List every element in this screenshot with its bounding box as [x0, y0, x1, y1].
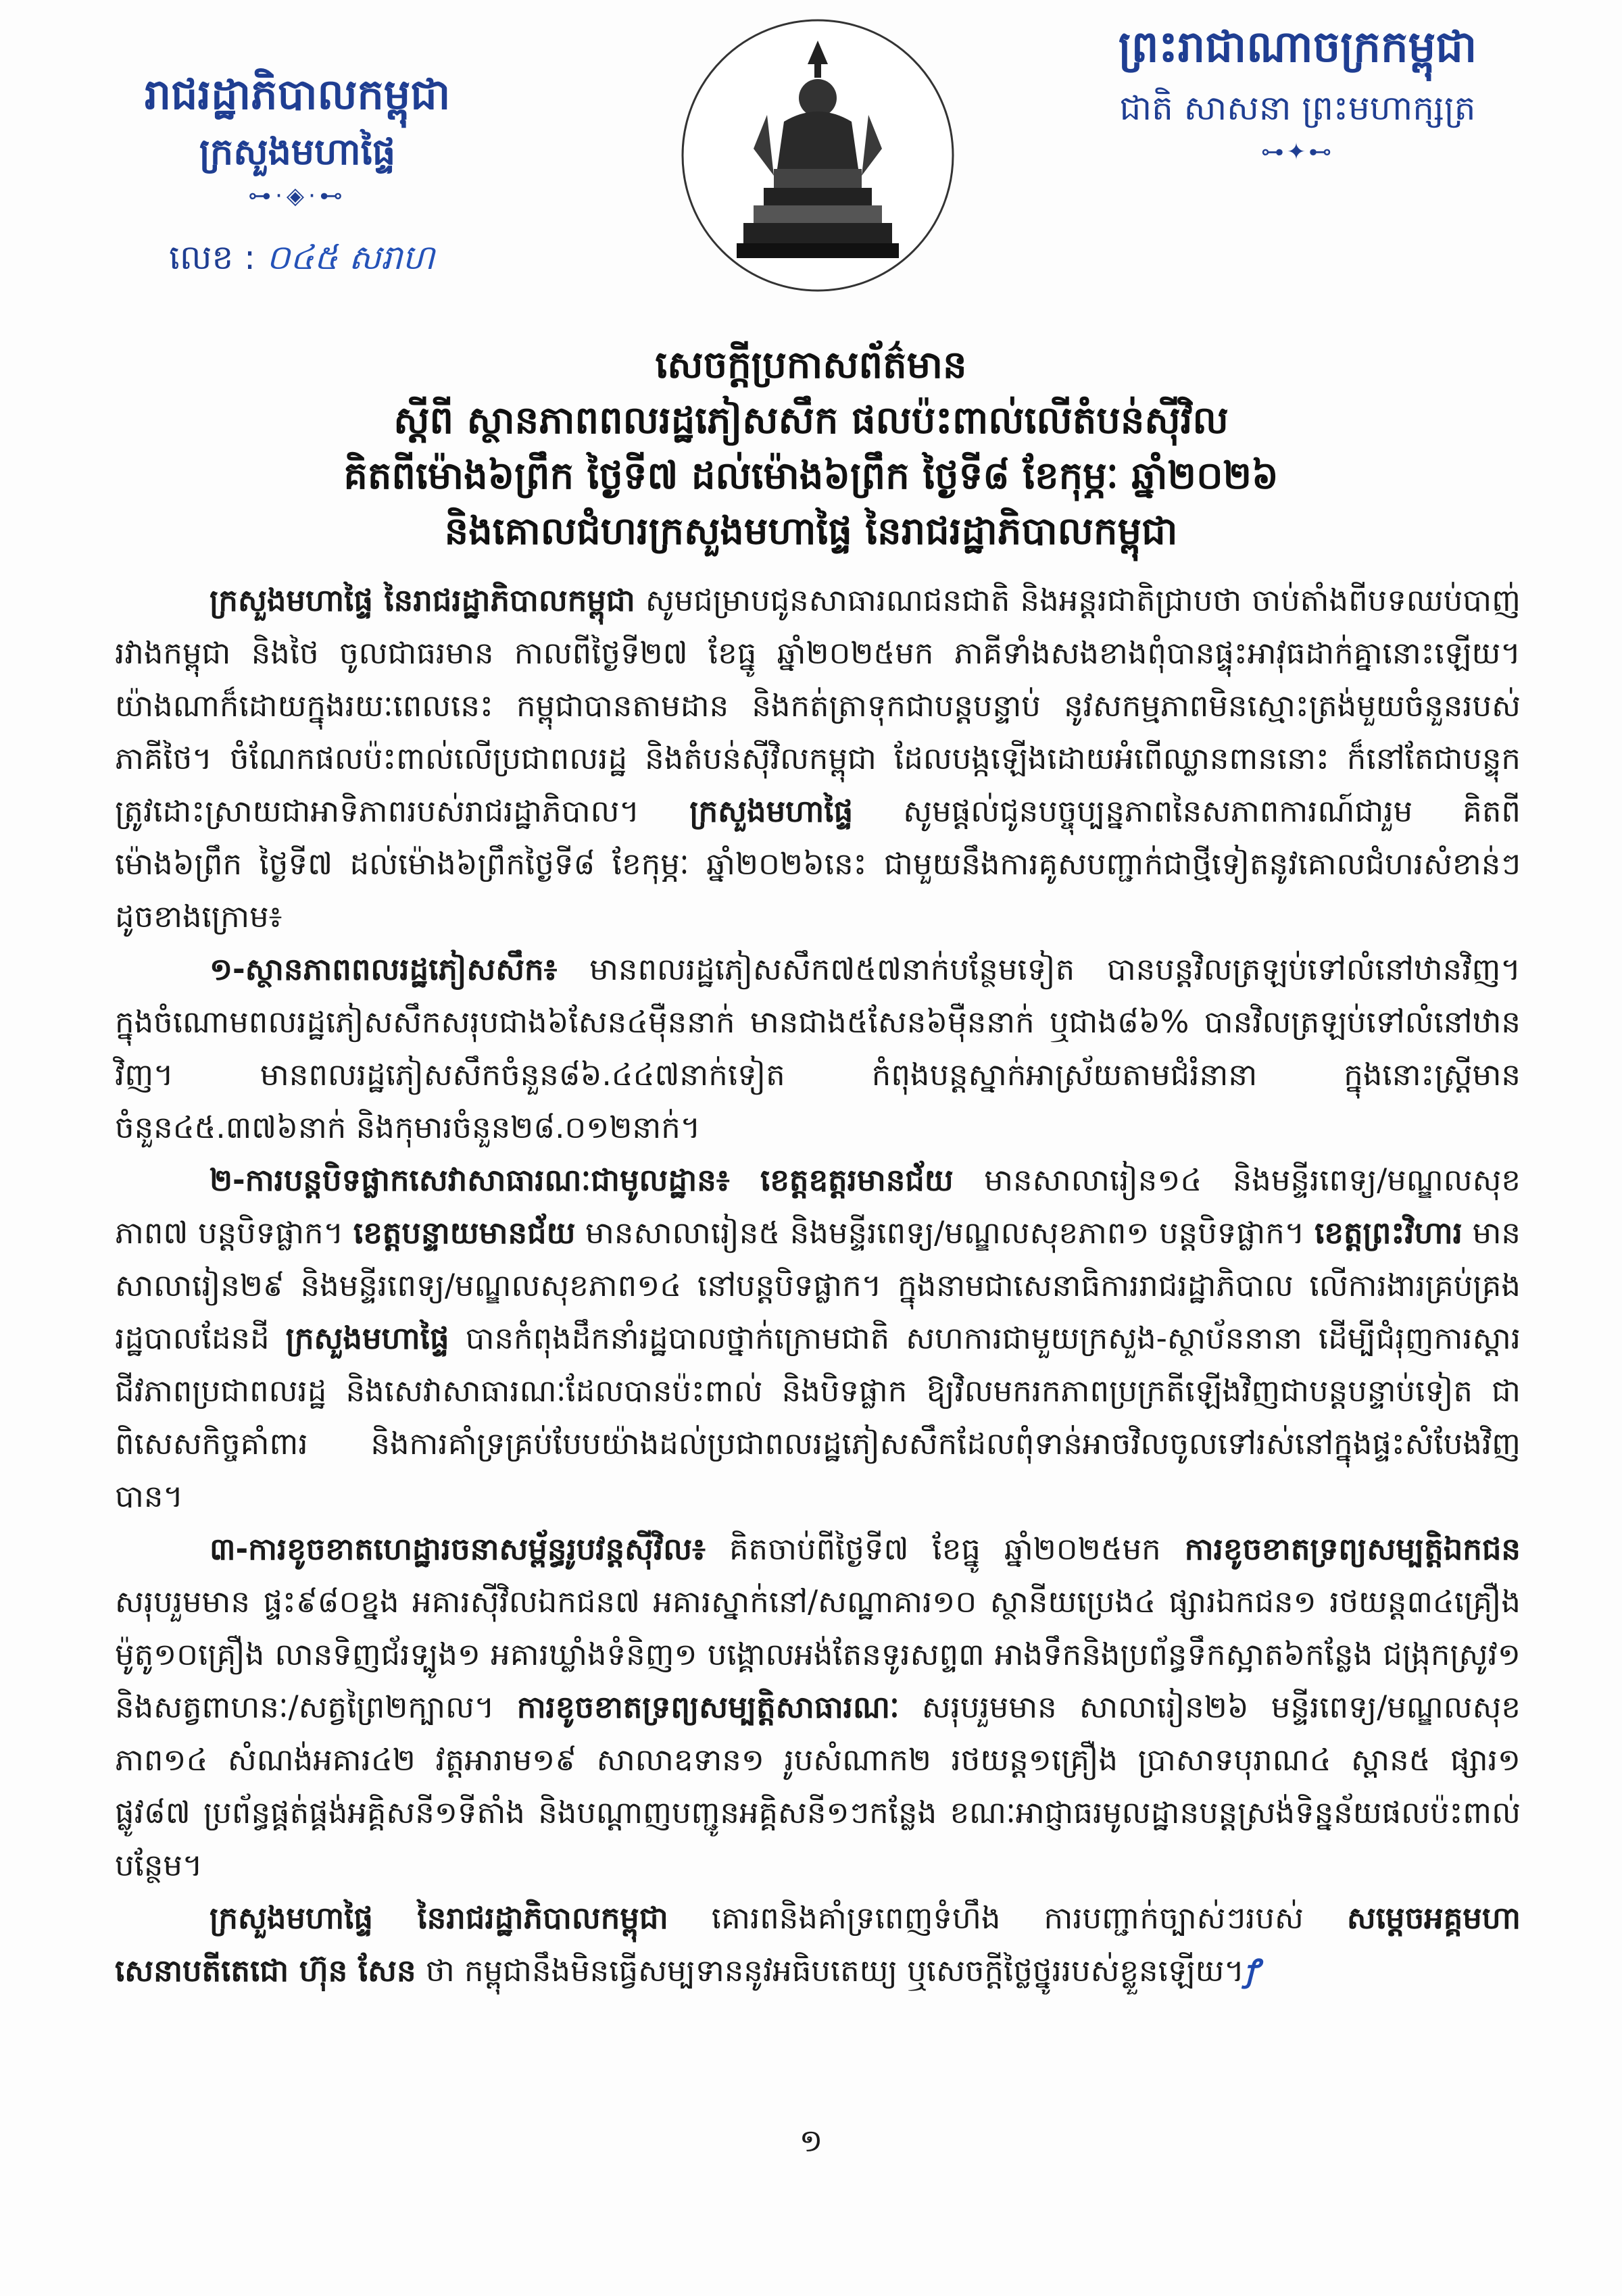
reference-label: លេខ :	[169, 238, 255, 277]
text-run: មានសាលារៀន៥ និងមន្ទីរពេទ្យ/មណ្ឌលសុខភាព១ បន្តបិទផ្លាក។	[575, 1215, 1315, 1251]
text-run: សរុបរួមមាន សាលារៀន២៦ មន្ទីរពេទ្យ/មណ្ឌលសុខភាព១៤ សំណង់អគារ៤២ វត្តអារាម១៩ សាលាឧទាន១ រូបសំណាក២ រថយន្ត១គ្រឿង ប្រាសាទបុរាណ៤ ស្ពាន៥ ផ្សារ១ ផ្លូវ៨៧ ប្រព័ន្ធផ្គត់ផ្គង់អគ្គិសនី១ទីតាំង និងបណ្ដាញបញ្ជូនអគ្គិសនី១ៗកន្លែង ខណៈអាជ្ញាធរមូលដ្ឋានបន្តស្រង់ទិន្នន័យផលប៉ះពាល់បន្ថែម។	[115, 1689, 1521, 1883]
ornament-divider-right: ⊶✦⊷	[1260, 139, 1335, 166]
reference-number	[169, 236, 435, 286]
title-line-4: និងគោលជំហរក្រសួងមហាផ្ទៃ នៃរាជរដ្ឋាភិបាលកម្ពុជា	[444, 509, 1178, 553]
section-heading: ១-ស្ថានភាពពលរដ្ឋភៀសសឹក៖	[210, 951, 558, 987]
text-run: មានសាលារៀន១៤ និងមន្ទីរពេទ្យ/មណ្ឌលសុខភាព៧ បន្តបិទផ្លាក។	[115, 1162, 1521, 1251]
text-run: មានសាលារៀន២៩ និងមន្ទីរពេទ្យ/មណ្ឌលសុខភាព១៤ នៅបន្តបិទផ្លាក។ ក្នុងនាមជាសេនាធិការរាជរដ្ឋាភិបាល លើការងារគ្រប់គ្រងរដ្ឋបាលដែនដី	[115, 1215, 1521, 1356]
title-line-1: សេចក្ដីប្រកាសព័ត៌មាន	[655, 343, 967, 387]
province-name: ខេត្តឧត្តរមានជ័យ	[760, 1162, 954, 1198]
text-run: សរុបរួមមាន ផ្ទះ៩៨០ខ្នង អគារស៊ីវិលឯកជន៧ អគារស្នាក់នៅ/សណ្ឋាគារ១០ ស្ថានីយប្រេង៤ ផ្សារឯកជន១ រថយន្ត៣៤គ្រឿង ម៉ូតូ១០គ្រឿង លានទិញជ័រទ្បូង១ អគារឃ្លាំងទំនិញ១ បង្គោលអង់តែនទូរសព្ទ៣ អាងទឹកនិងប្រព័ន្ធទឹកស្អាត៦កន្លែង ជង្រុកស្រូវ១ និងសត្វពាហនៈ/សត្វព្រៃ២ក្បាល។	[115, 1584, 1521, 1725]
province-name: ខេត្តបន្ទាយមានជ័យ	[353, 1215, 576, 1251]
text-run: គិតចាប់ពីថ្ងៃទី៧ ខែធ្នូ ឆ្នាំ២០២៥មក	[705, 1531, 1185, 1567]
ministry-header	[101, 64, 493, 213]
title-line-3: គិតពីម៉ោង៦ព្រឹក ថ្ងៃទី៧ ដល់ម៉ោង៦ព្រឹក ថ្ងៃទី៨ ខែកុម្ភៈ ឆ្នាំ២០២៦	[343, 454, 1279, 498]
initial-signature: ꝭ	[1244, 1953, 1259, 1989]
ornament-divider: ⊶·◈·⊷	[248, 182, 347, 209]
reference-value: ០៤៥ សរាហ	[266, 238, 435, 277]
text-run: មានពលរដ្ឋភៀសសឹក៧៥៧នាក់បន្ថែមទៀត បានបន្តវិលត្រឡប់ទៅលំនៅឋានវិញ។ ក្នុងចំណោមពលរដ្ឋភៀសសឹកសរុបជាង៦សែន៤ម៉ឺននាក់ មានជាង៥សែន៦ម៉ឺននាក់ ឬជាង៨៦% បានវិលត្រឡប់ទៅលំនៅឋានវិញ។ មានពលរដ្ឋភៀសសឹកចំនួន៨៦.៤៤៧នាក់ទៀត កំពុងបន្តស្នាក់អាស្រ័យតាមជំរំនានា ក្នុងនោះស្ត្រីមានចំនួន៤៥.៣៧៦នាក់ និងកុមារចំនួន២៨.០១២នាក់។	[115, 951, 1521, 1145]
public-damage-heading: ការខូចខាតទ្រព្យសម្បត្តិសាធារណៈ	[516, 1689, 900, 1725]
kingdom-header	[1081, 14, 1514, 169]
national-motto: ជាតិ សាសនា ព្រះមហាក្សត្រ	[1119, 89, 1476, 128]
leader-name: សម្ដេចអគ្គមហាសេនាបតីតេជោ ហ៊ុន សែន	[115, 1900, 1521, 1989]
kingdom-name: ព្រះរាជាណាចក្រកម្ពុជា	[1118, 22, 1477, 72]
paragraph-intro	[115, 574, 1521, 943]
document-title	[135, 338, 1487, 559]
document-body	[115, 574, 1521, 1997]
paragraph-refugees	[115, 943, 1521, 1154]
section-heading: ៣-ការខូចខាតហេដ្ឋារចនាសម្ព័ន្ធរូបវន្តស៊ីវិល៖	[210, 1531, 706, 1567]
page-number: ១	[799, 2122, 823, 2159]
government-name: រាជរដ្ឋាភិបាលកម្ពុជា	[144, 70, 451, 119]
section-heading: ២-ការបន្តបិទផ្លាកសេវាសាធារណៈជាមូលដ្ឋាន៖	[210, 1162, 730, 1198]
text-run: សូមជម្រាបជូនសាធារណជនជាតិ និងអន្តរជាតិជ្រាបថា ចាប់តាំងពីបទឈប់បាញ់រវាងកម្ពុជា និងថៃ ចូលជាធរមាន កាលពីថ្ងៃទី២៧ ខែធ្នូ ឆ្នាំ២០២៥មក ភាគីទាំងសងខាងពុំបានផ្ទុះអាវុធដាក់គ្នានោះឡើយ។ យ៉ាងណាក៏ដោយក្នុងរយៈពេលនេះ កម្ពុជាបានតាមដាន និងកត់ត្រាទុកជាបន្តបន្ទាប់ នូវសកម្មភាពមិនស្មោះត្រង់មួយចំនួនរបស់ភាគីថៃ។ ចំណែកផលប៉ះពាល់លើប្រជាពលរដ្ឋ និងតំបន់ស៊ីវិលកម្ពុជា ដែលបង្កឡើងដោយអំពើឈ្លានពាននោះ ក៏នៅតែជាបន្ទុកត្រូវដោះស្រាយជាអាទិភាពរបស់រាជរដ្ឋាភិបាល។	[115, 582, 1521, 829]
paragraph-position	[115, 1892, 1521, 1997]
ministry-bold: ក្រសួងមហាផ្ទៃ នៃរាជរដ្ឋាភិបាលកម្ពុជា	[210, 582, 635, 618]
paragraph-services	[115, 1154, 1521, 1523]
text-run: ថា កម្ពុជានឹងមិនធ្វើសម្បទាននូវអធិបតេយ្យ ឬសេចក្ដីថ្លៃថ្នូររបស់ខ្លួនឡើយ។	[416, 1953, 1245, 1989]
ministry-bold: ក្រសួងមហាផ្ទៃ នៃរាជរដ្ឋាភិបាលកម្ពុជា	[210, 1900, 668, 1936]
text-run: សូមផ្ដល់ជូនបច្ចុប្បន្នភាពនៃសភាពការណ៍ជារួម គិតពីម៉ោង៦ព្រឹក ថ្ងៃទី៧ ដល់ម៉ោង៦ព្រឹកថ្ងៃទី៨ ខែកុម្ភៈ ឆ្នាំ២០២៦នេះ ជាមួយនឹងការគូសបញ្ជាក់ជាថ្មីទៀតនូវគោលជំហរសំខាន់ៗ ដូចខាងក្រោម៖	[115, 793, 1521, 934]
ministry-name: ក្រសួងមហាផ្ទៃ	[199, 130, 396, 173]
ministry-bold: ក្រសួងមហាផ្ទៃ	[285, 1320, 449, 1356]
title-line-2: ស្ដីពី ស្ថានភាពពលរដ្ឋភៀសសឹក ផលប៉ះពាល់លើតំបន់ស៊ីវិល	[393, 399, 1229, 443]
text-run: បានកំពុងដឹកនាំរដ្ឋបាលថ្នាក់ក្រោមជាតិ សហការជាមួយក្រសួង-ស្ថាប័ននានា ដើម្បីជំរុញការស្ដារជីវភាពប្រជាពលរដ្ឋ និងសេវាសាធារណៈដែលបានប៉ះពាល់ និងបិទផ្លាក ឱ្យវិលមករកភាពប្រក្រតីឡើងវិញជាបន្តបន្ទាប់ទៀត ជាពិសេសកិច្ចគាំពារ និងការគាំទ្រគ្រប់បែបយ៉ាងដល់ប្រជាពលរដ្ឋភៀសសឹកដែលពុំទាន់អាចវិលចូលទៅរស់នៅក្នុងផ្ទះសំបែងវិញបាន។	[115, 1320, 1521, 1514]
royal-emblem-icon	[676, 14, 960, 297]
private-damage-heading: ការខូចខាតទ្រព្យសម្បត្តិឯកជន	[1184, 1531, 1521, 1567]
ministry-bold: ក្រសួងមហាផ្ទៃ	[689, 793, 854, 829]
paragraph-damage	[115, 1523, 1521, 1892]
province-name: ខេត្តព្រះវិហារ	[1314, 1215, 1463, 1251]
text-run: គោរពនិងគាំទ្រពេញទំហឹង ការបញ្ជាក់ច្បាស់ៗរបស់	[668, 1900, 1347, 1936]
